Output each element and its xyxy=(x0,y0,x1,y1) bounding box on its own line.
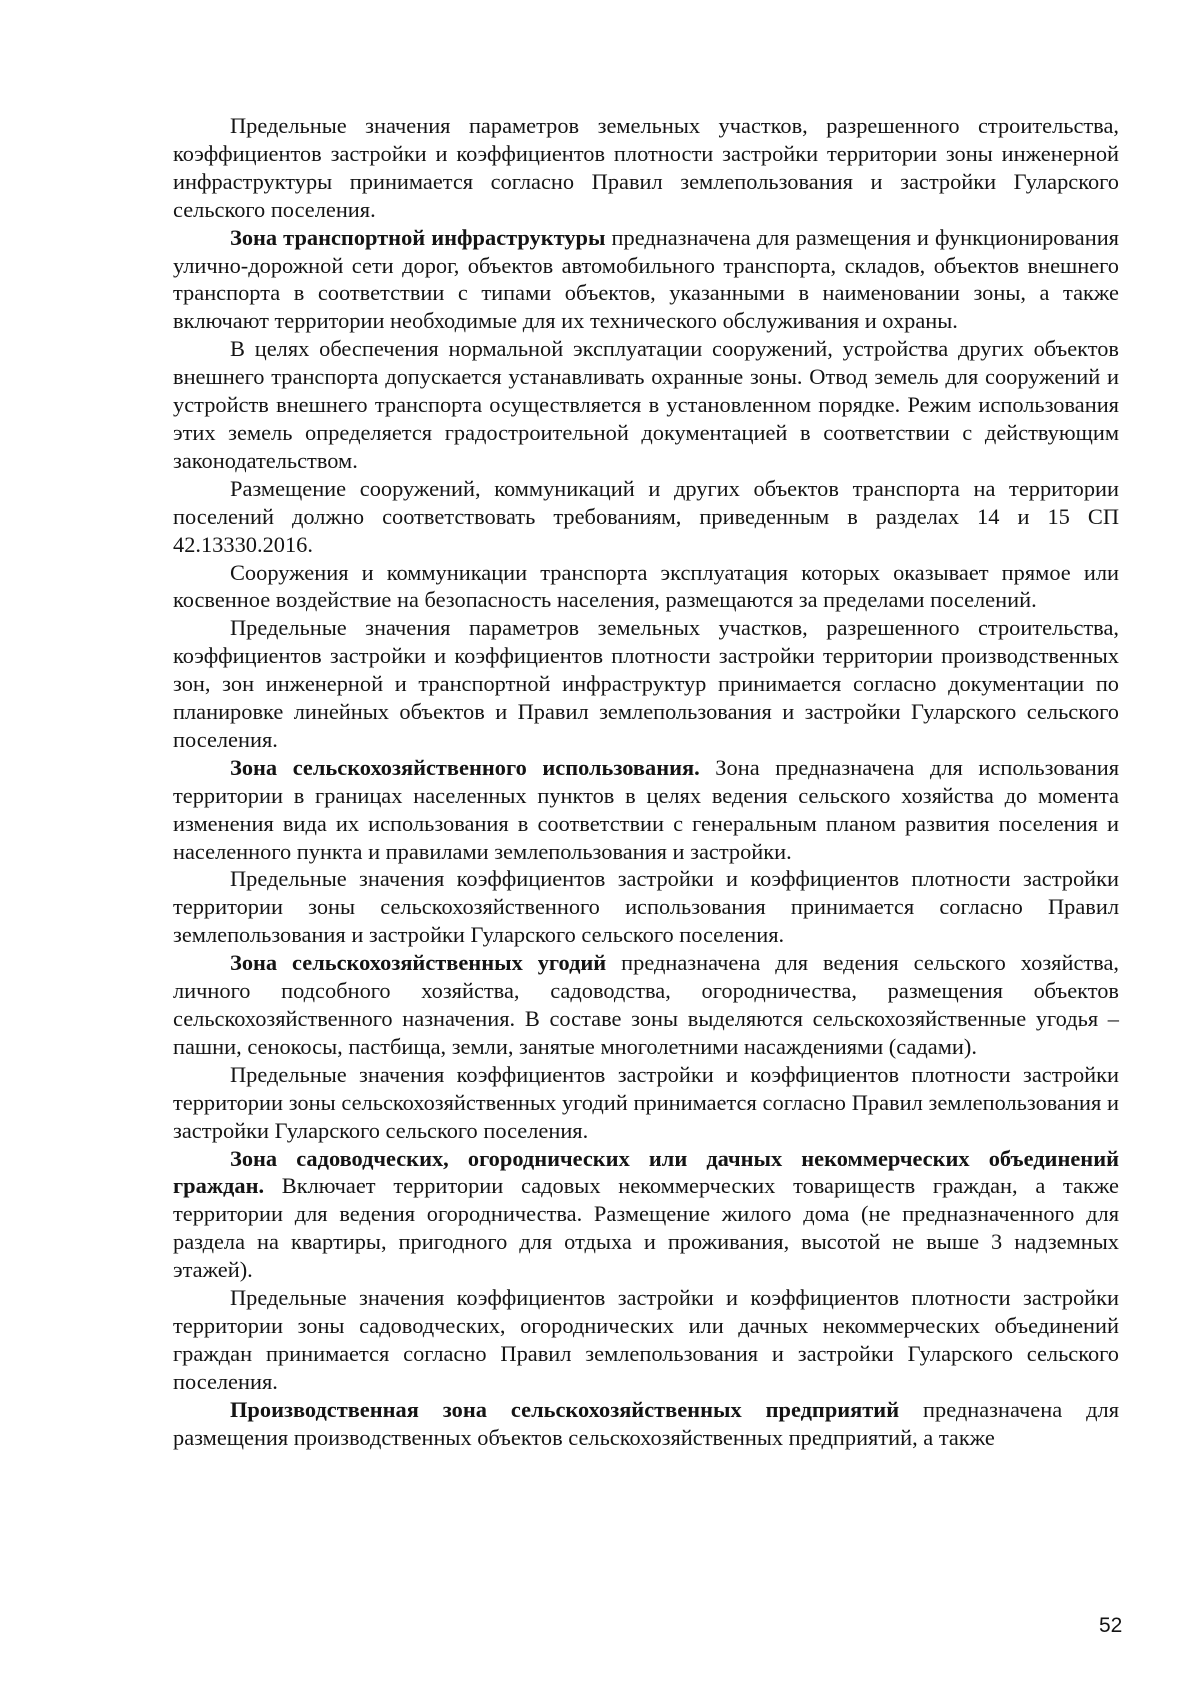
paragraph-7 xyxy=(173,754,1119,866)
paragraph-11 xyxy=(173,1145,1119,1285)
paragraph-13-text: предназначена для размещения производственных объектов сельскохозяйственных предприятий, а также xyxy=(173,1396,1119,1450)
paragraph-2-text: предназначена для размещения и функционирования улично-дорожной сети дорог, объектов автомобильного транспорта, складов, объектов внешнего транспорта в соответствии с типами объектов, указанными в наименовании зоны, а также включают территории необходимые для их технического обслуживания и охраны. xyxy=(173,224,1119,334)
paragraph-8 xyxy=(173,865,1119,949)
paragraph-11-heading: Зона садоводческих, огороднических или дачных некоммерческих объединений граждан. xyxy=(173,1145,1119,1199)
paragraph-6 xyxy=(173,614,1119,754)
paragraph-8-text: Предельные значения коэффициентов застройки и коэффициентов плотности застройки территории зоны сельскохозяйственного использования принимается согласно Правил землепользования и застройки Гуларского сельского поселения. xyxy=(173,866,1119,948)
paragraph-4-text: Размещение сооружений, коммуникаций и других объектов транспорта на территории поселений должно соответствовать требованиям, приведенным в разделах 14 и 15 СП 42.13330.2016. xyxy=(173,475,1119,557)
paragraph-10-text: Предельные значения коэффициентов застройки и коэффициентов плотности застройки территории зоны сельскохозяйственных угодий принимается согласно Правил землепользования и застройки Гуларского сельского поселения. xyxy=(173,1061,1119,1143)
paragraph-7-text: Зона предназначена для использования территории в границах населенных пунктов в целях ведения сельского хозяйства до момента изменения вида их использования в соответствии с генеральным планом развития поселения и населенного пункта и правилами землепользования и застройки. xyxy=(173,754,1119,864)
paragraph-3 xyxy=(173,335,1119,475)
paragraph-9-heading: Зона сельскохозяйственных угодий xyxy=(230,950,607,976)
paragraph-5-text: Сооружения и коммуникации транспорта эксплуатация которых оказывает прямое или косвенное воздействие на безопасность населения, размещаются за пределами поселений. xyxy=(173,559,1119,613)
paragraph-1-text: Предельные значения параметров земельных участков, разрешенного строительства, коэффициентов застройки и коэффициентов плотности застройки территории зоны инженерной инфраструктуры принимается согласно Правил землепользования и застройки Гуларского сельского поселения. xyxy=(173,113,1119,222)
paragraph-3-text: В целях обеспечения нормальной эксплуатации сооружений, устройства других объектов внешнего транспорта допускается устанавливать охранные зоны. Отвод земель для сооружений и устройств внешнего транспорта осуществляется в установленном порядке. Режим использования этих земель определяется градостроительной документацией в соответствии с действующим законодательством. xyxy=(173,336,1119,473)
paragraph-1 xyxy=(173,112,1119,224)
paragraph-6-text: Предельные значения параметров земельных участков, разрешенного строительства, коэффициентов застройки и коэффициентов плотности застройки территории производственных зон, зон инженерной и транспортной инфраструктур принимается согласно документации по планировке линейных объектов и Правил землепользования и застройки Гуларского сельского поселения. xyxy=(173,615,1119,752)
page-number: 52 xyxy=(1099,1614,1123,1637)
paragraph-9-text: предназначена для ведения сельского хозяйства, личного подсобного хозяйства, садоводства, огородничества, размещения объектов сельскохозяйственного назначения. В составе зоны выделяются сельскохозяйственные угодья – пашни, сенокосы, пастбища, земли, занятые многолетними насаждениями (садами). xyxy=(173,950,1119,1059)
paragraph-12-text: Предельные значения коэффициентов застройки и коэффициентов плотности застройки территории зоны садоводческих, огороднических или дачных некоммерческих объединений граждан принимается согласно Правил землепользования и застройки Гуларского сельского поселения. xyxy=(173,1285,1119,1394)
paragraph-13 xyxy=(173,1396,1119,1452)
paragraph-4 xyxy=(173,475,1119,559)
paragraph-13-heading: Производственная зона сельскохозяйственных предприятий xyxy=(230,1396,900,1422)
paragraph-7-heading: Зона сельскохозяйственного использования. xyxy=(230,754,700,780)
paragraph-12 xyxy=(173,1284,1119,1396)
paragraph-10 xyxy=(173,1061,1119,1145)
paragraph-5 xyxy=(173,559,1119,615)
paragraph-11-text: Включает территории садовых некоммерческих товариществ граждан, а также территории для ведения огородничества. Размещение жилого дома (не предназначенного для раздела на квартиры, пригодного для отдыха и проживания, высотой не выше 3 надземных этажей). xyxy=(173,1173,1119,1283)
document-body xyxy=(173,112,1119,1452)
paragraph-2-heading: Зона транспортной инфраструктуры xyxy=(230,224,606,250)
paragraph-9 xyxy=(173,949,1119,1061)
paragraph-2 xyxy=(173,224,1119,336)
